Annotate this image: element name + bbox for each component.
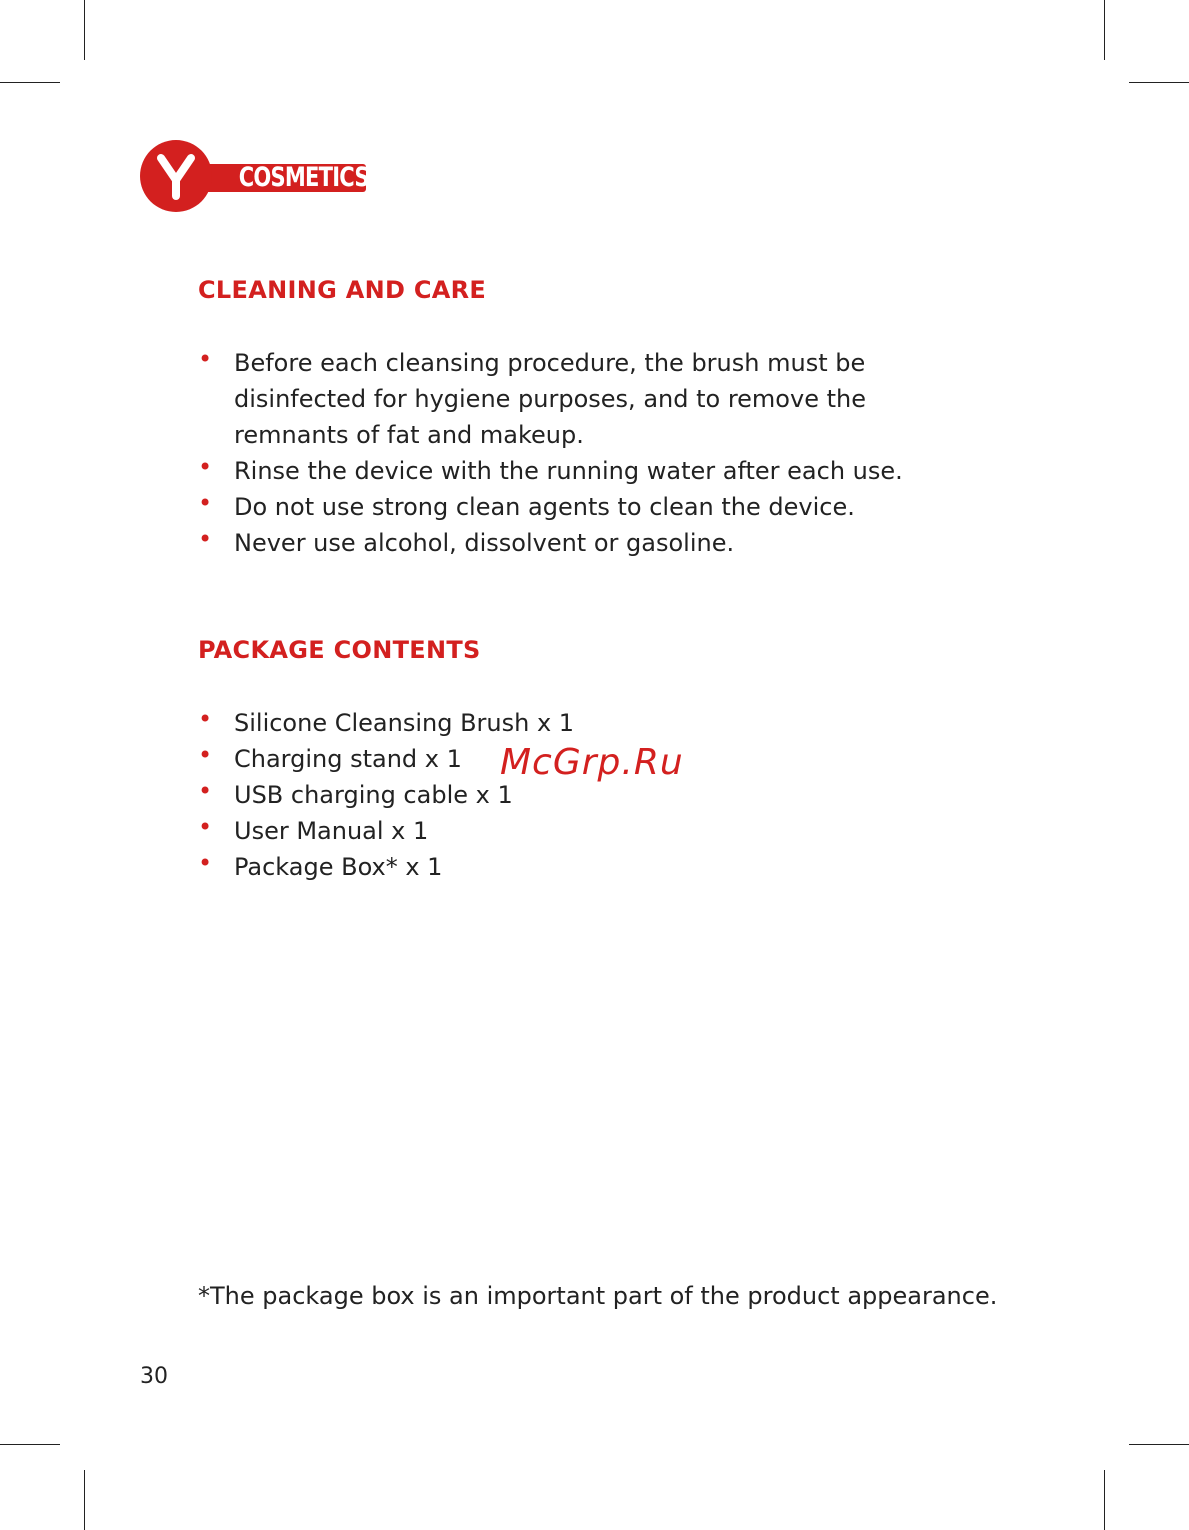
bullet-icon: • [198, 849, 213, 877]
crop-mark [1129, 82, 1189, 83]
bullet-icon: • [198, 813, 213, 841]
crop-mark [1104, 1470, 1105, 1530]
logo-wordmark: COSMETICS [202, 164, 366, 192]
bullet-icon: • [198, 453, 213, 481]
list-item: • Rinse the device with the running water after each use. [198, 453, 958, 489]
logo-y-icon [140, 140, 212, 212]
crop-mark [1104, 0, 1105, 60]
page-number: 30 [140, 1364, 168, 1389]
list-item: • Silicone Cleansing Brush x 1 [198, 705, 998, 741]
package-list [198, 705, 998, 885]
crop-mark [0, 1444, 60, 1445]
list-item: • Never use alcohol, dissolvent or gasoline. [198, 525, 958, 561]
bullet-icon: • [198, 705, 213, 733]
crop-mark [84, 1470, 85, 1530]
section-title-cleaning: CLEANING AND CARE [198, 276, 487, 304]
bullet-icon: • [198, 489, 213, 517]
crop-mark [0, 82, 60, 83]
list-item: • USB charging cable x 1 [198, 777, 998, 813]
list-item: • Before each cleansing procedure, the brush must be disinfected for hygiene purposes, and to remove the remnants of fat and makeup. [198, 345, 958, 453]
bullet-icon: • [198, 525, 213, 553]
bullet-icon: • [198, 345, 213, 373]
watermark: McGrp.Ru [500, 742, 684, 783]
bullet-icon: • [198, 777, 213, 805]
bullet-icon: • [198, 741, 213, 769]
section-title-package: PACKAGE CONTENTS [198, 636, 481, 664]
brand-logo [140, 140, 369, 212]
list-item: • Package Box* x 1 [198, 849, 998, 885]
list-item: • User Manual x 1 [198, 813, 998, 849]
list-item: • Charging stand x 1 [198, 741, 998, 777]
footnote: *The package box is an important part of the product appearance. [198, 1282, 998, 1310]
crop-mark [1129, 1444, 1189, 1445]
cleaning-list [198, 345, 958, 561]
crop-mark [84, 0, 85, 60]
list-item: • Do not use strong clean agents to clean the device. [198, 489, 958, 525]
